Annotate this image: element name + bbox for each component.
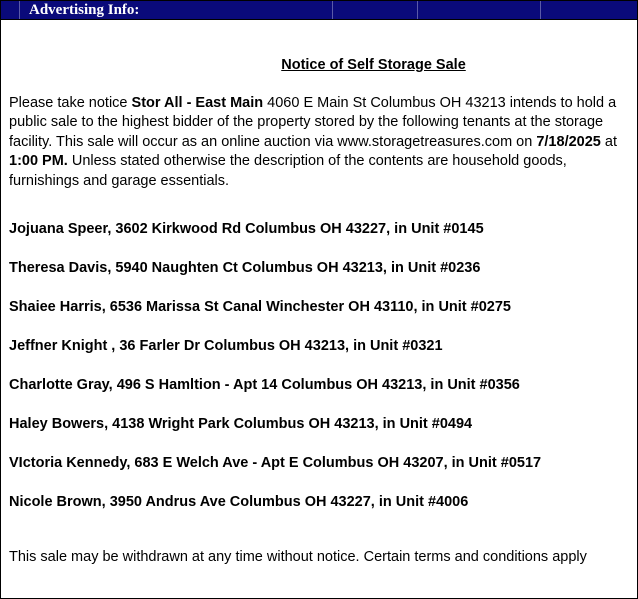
tenant-entry: Jojuana Speer, 3602 Kirkwood Rd Columbus OH 43227, in Unit #0145 bbox=[9, 221, 484, 237]
tenant-entry: Nicole Brown, 3950 Andrus Ave Columbus OH 43227, in Unit #4006 bbox=[9, 494, 469, 510]
intro-text: Unless stated otherwise the description of the contents are household goods, furnishings and garage essentials. bbox=[9, 153, 567, 189]
tenant-entry: Shaiee Harris, 6536 Marissa St Canal Winchester OH 43110, in Unit #0275 bbox=[9, 299, 511, 315]
intro-text: at bbox=[600, 133, 617, 150]
intro-text: 4060 E Main St Columbus OH 43213 intends to hold a public sale to the highest bidder of the property stored by the following tenants at the storage facility. This sale will occur as an online auction via www.storagetreasures.com on bbox=[9, 94, 617, 150]
header-cell bbox=[418, 1, 541, 19]
sale-time: 1:00 PM. bbox=[9, 153, 68, 169]
footer-note: This sale may be withdrawn at any time without notice. Certain terms and conditions apply bbox=[9, 548, 587, 565]
header-title: Advertising Info: bbox=[29, 2, 140, 18]
header-cell bbox=[333, 1, 418, 19]
sale-date: 7/18/2025 bbox=[536, 133, 601, 150]
tenant-entry: VIctoria Kennedy, 683 E Welch Ave - Apt E Columbus OH 43207, in Unit #0517 bbox=[9, 455, 542, 471]
tenant-entry: Haley Bowers, 4138 Wright Park Columbus OH 43213, in Unit #0494 bbox=[9, 416, 473, 432]
notice-intro bbox=[9, 94, 633, 192]
tenant-entry: Theresa Davis, 5940 Naughten Ct Columbus OH 43213, in Unit #0236 bbox=[9, 260, 481, 276]
notice-content bbox=[9, 56, 633, 567]
notice-title: Notice of Self Storage Sale bbox=[281, 57, 466, 73]
intro-text: Please take notice bbox=[9, 94, 132, 111]
header-cell bbox=[1, 1, 20, 19]
tenant-entry: Jeffner Knight , 36 Farler Dr Columbus OH 43213, in Unit #0321 bbox=[9, 338, 443, 354]
facility-name: Stor All - East Main bbox=[131, 94, 264, 111]
tenant-list bbox=[9, 220, 633, 513]
tenant-entry: Charlotte Gray, 496 S Hamltion - Apt 14 Columbus OH 43213, in Unit #0356 bbox=[9, 377, 520, 393]
header-bar bbox=[1, 1, 637, 20]
